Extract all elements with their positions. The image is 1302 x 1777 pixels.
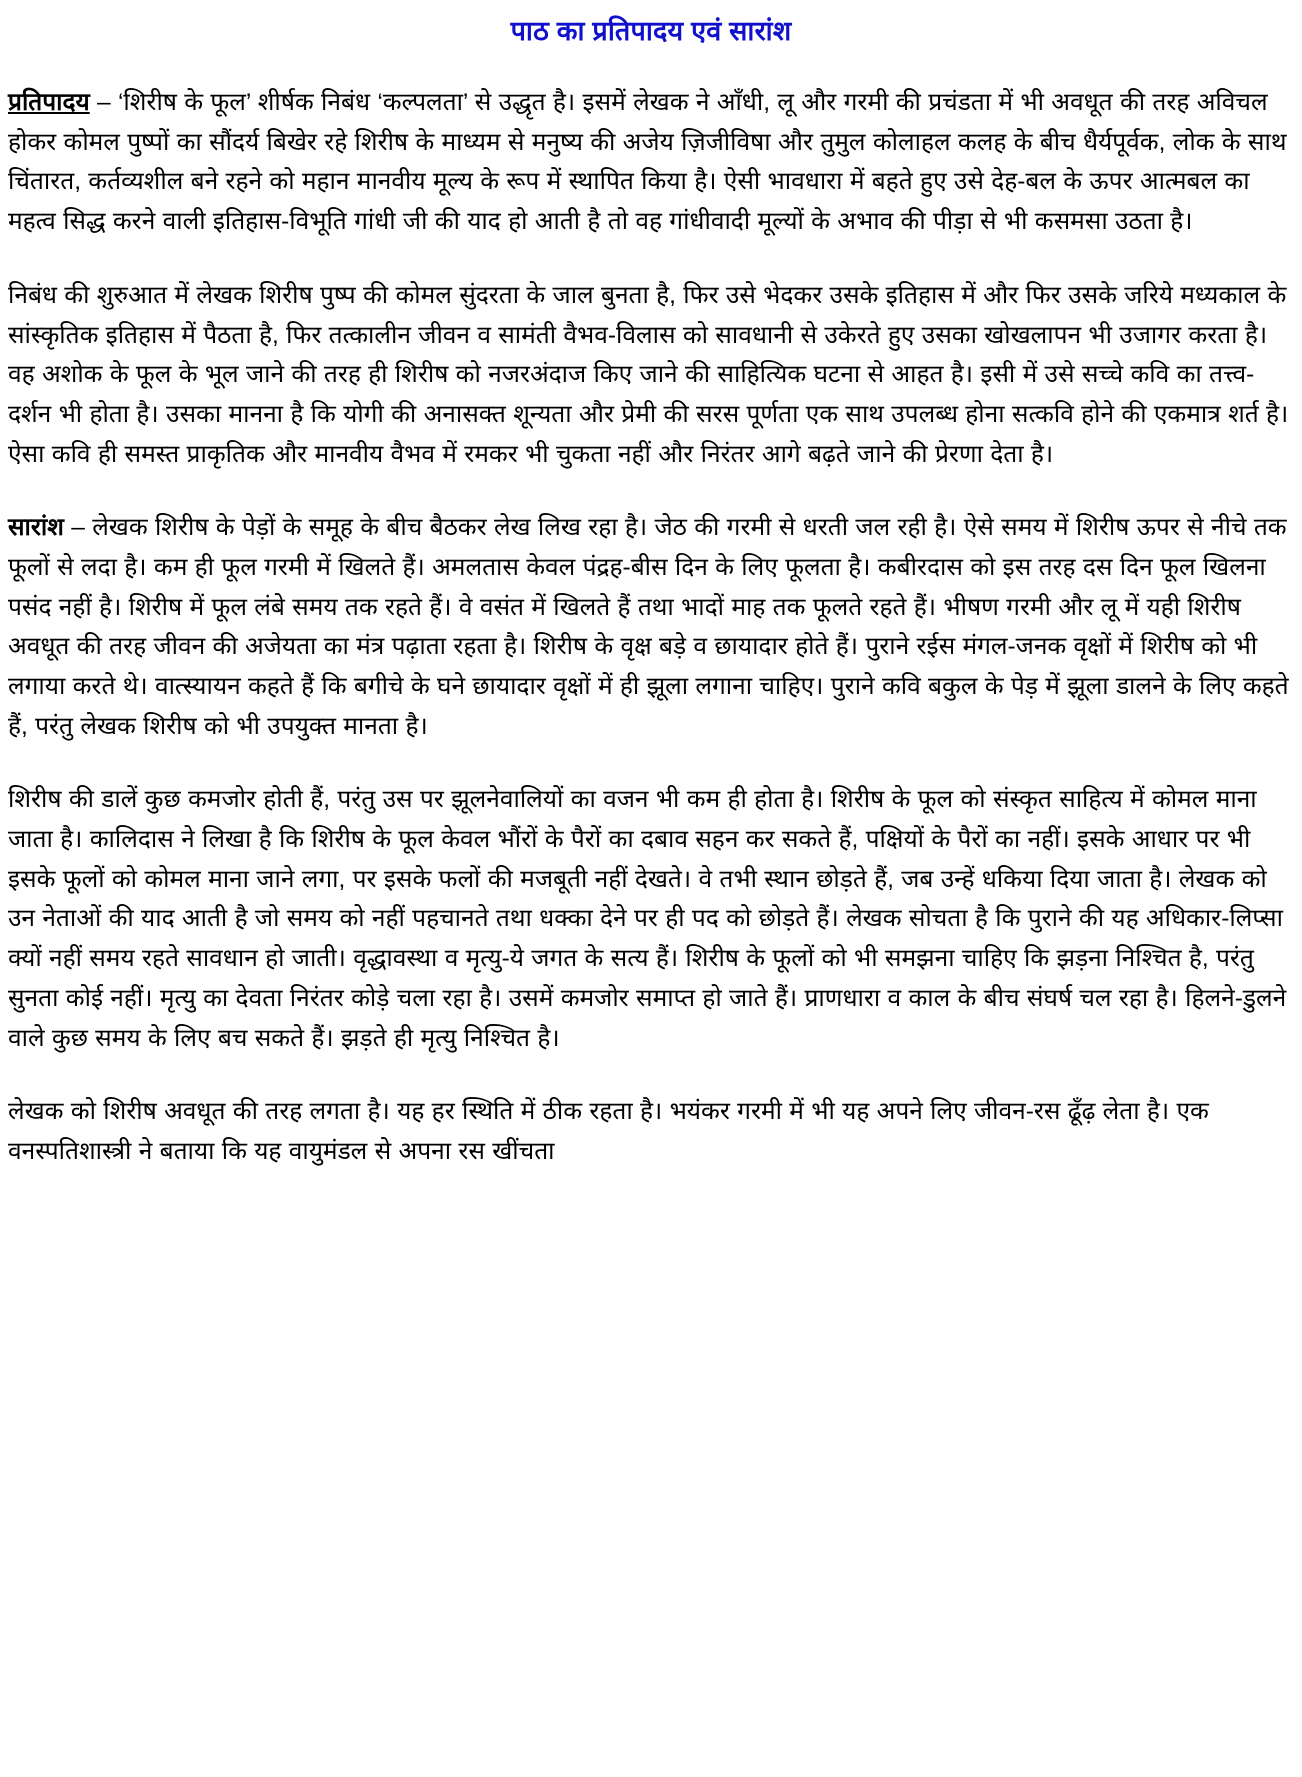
paragraph-text: ‘शिरीष के फूल’ शीर्षक निबंध ‘कल्पलता’ से उद्धृत है। इसमें लेखक ने आँधी, लू और गरमी की प्रचंडता में भी अवधूत की तरह अविचल होकर कोमल पुष्पों का सौंदर्य बिखेर रहे शिरीष के माध्यम से मनुष्य की अजेय ज़िजीविषा और तुमुल कोलाहल कलह के बीच धैर्यपूर्वक, लोक के साथ चिंतारत, कर्तव्यशील बने रहने को महान मानवीय मूल्य के रूप में स्थापित किया है। ऐसी भावधारा में बहते हुए उसे देह-बल के ऊपर आत्मबल का महत्व सिद्ध करने वाली इतिहास-विभूति गांधी जी की याद हो आती है तो वह गांधीवादी मूल्यों के अभाव की पीड़ा से भी कसमसा उठता है।: [8, 89, 1287, 236]
paragraph-text: निबंध की शुरुआत में लेखक शिरीष पुष्प की कोमल सुंदरता के जाल बुनता है, फिर उसे भेदकर उसके इतिहास में और फिर उसके जरिये मध्यकाल के सांस्कृतिक इतिहास में पैठता है, फिर तत्कालीन जीवन व सामंती वैभव-विलास को सावधानी से उकेरते हुए उसका खोखलापन भी उजागर करता है। वह अशोक के फूल के भूल जाने की तरह ही शिरीष को नजरअंदाज किए जाने की साहित्यिक घटना से आहत है। इसी में उसे सच्चे कवि का तत्त्व-दर्शन भी होता है। उसका मानना है कि योगी की अनासक्त शून्यता और प्रेमी की सरस पूर्णता एक साथ उपलब्ध होना सत्कवि होने की एकमात्र शर्त है। ऐसा कवि ही समस्त प्राकृतिक और मानवीय वैभव में रमकर भी चुकता नहीं और निरंतर आगे बढ़ते जाने की प्रेरणा देता है।: [8, 281, 1289, 468]
paragraph-text: लेखक को शिरीष अवधूत की तरह लगता है। यह हर स्थिति में ठीक रहता है। भयंकर गरमी में भी यह अपने लिए जीवन-रस ढूँढ़ लेता है। एक वनस्पतिशास्त्री ने बताया कि यह वायुमंडल से अपना रस खींचता: [8, 1098, 1209, 1165]
paragraph-lead-dash: –: [89, 89, 118, 117]
paragraph-text: लेखक शिरीष के पेड़ों के समूह के बीच बैठकर लेख लिख रहा है। जेठ की गरमी से धरती जल रही है। ऐसे समय में शिरीष ऊपर से नीचे तक फूलों से लदा है। कम ही फूल गरमी में खिलते हैं। अमलतास केवल पंद्रह-बीस दिन के लिए फूलता है। कबीरदास को इस तरह दस दिन फूल खिलना पसंद नहीं है। शिरीष में फूल लंबे समय तक रहते हैं। वे वसंत में खिलते हैं तथा भादों माह तक फूलते रहते हैं। भीषण गरमी और लू में यही शिरीष अवधूत की तरह जीवन की अजेयता का मंत्र पढ़ाता रहता है। शिरीष के वृक्ष बड़े व छायादार होते हैं। पुराने रईस मंगल-जनक वृक्षों में शिरीष को भी लगाया करते थे। वात्स्यायन कहते हैं कि बगीचे के घने छायादार वृक्षों में ही झूला लगाना चाहिए। पुराने कवि बकुल के पेड़ में झूला डालने के लिए कहते हैं, परंतु लेखक शिरीष को भी उपयुक्त मानता है।: [8, 514, 1289, 740]
page-title: पाठ का प्रतिपादय एवं सारांश: [510, 16, 792, 46]
paragraph-shirish-ki-dalen: [8, 780, 1294, 1058]
paragraph-text: शिरीष की डालें कुछ कमजोर होती हैं, परंतु उस पर झूलनेवालियों का वजन भी कम ही होता है। शिरीष के फूल को संस्कृत साहित्य में कोमल माना जाता है। कालिदास ने लिखा है कि शिरीष के फूल केवल भौंरों के पैरों का दबाव सहन कर सकते हैं, पक्षियों के पैरों का नहीं। इसके आधार पर भी इसके फूलों को कोमल माना जाने लगा, पर इसके फलों की मजबूती नहीं देखते। वे तभी स्थान छोड़ते हैं, जब उन्हें धकिया दिया जाता है। लेखक को उन नेताओं की याद आती है जो समय को नहीं पहचानते तथा धक्का देने पर ही पद को छोड़ते हैं। लेखक सोचता है कि पुराने की यह अधिकार-लिप्सा क्यों नहीं समय रहते सावधान हो जाती। वृद्धावस्था व मृत्यु-ये जगत के सत्य हैं। शिरीष के फूलों को भी समझना चाहिए कि झड़ना निश्चित है, परंतु सुनता कोई नहीं। मृत्यु का देवता निरंतर कोड़े चला रहा है। उसमें कमजोर समाप्त हो जाते हैं। प्राणधारा व काल के बीच संघर्ष चल रहा है। हिलने-डुलने वाले कुछ समय के लिए बच सकते हैं। झड़ते ही मृत्यु निश्चित है।: [8, 786, 1287, 1052]
paragraph-nibandh-shuruat: [8, 276, 1294, 474]
paragraph-lead-dash: –: [63, 514, 93, 542]
paragraph-saransh: [8, 508, 1294, 746]
paragraph-lead-label: सारांश: [8, 514, 64, 542]
paragraph-pratipadya: [8, 83, 1294, 242]
paragraph-lekhak-ko-shirish: [8, 1092, 1294, 1171]
paragraph-lead-label: प्रतिपादय: [8, 89, 90, 117]
